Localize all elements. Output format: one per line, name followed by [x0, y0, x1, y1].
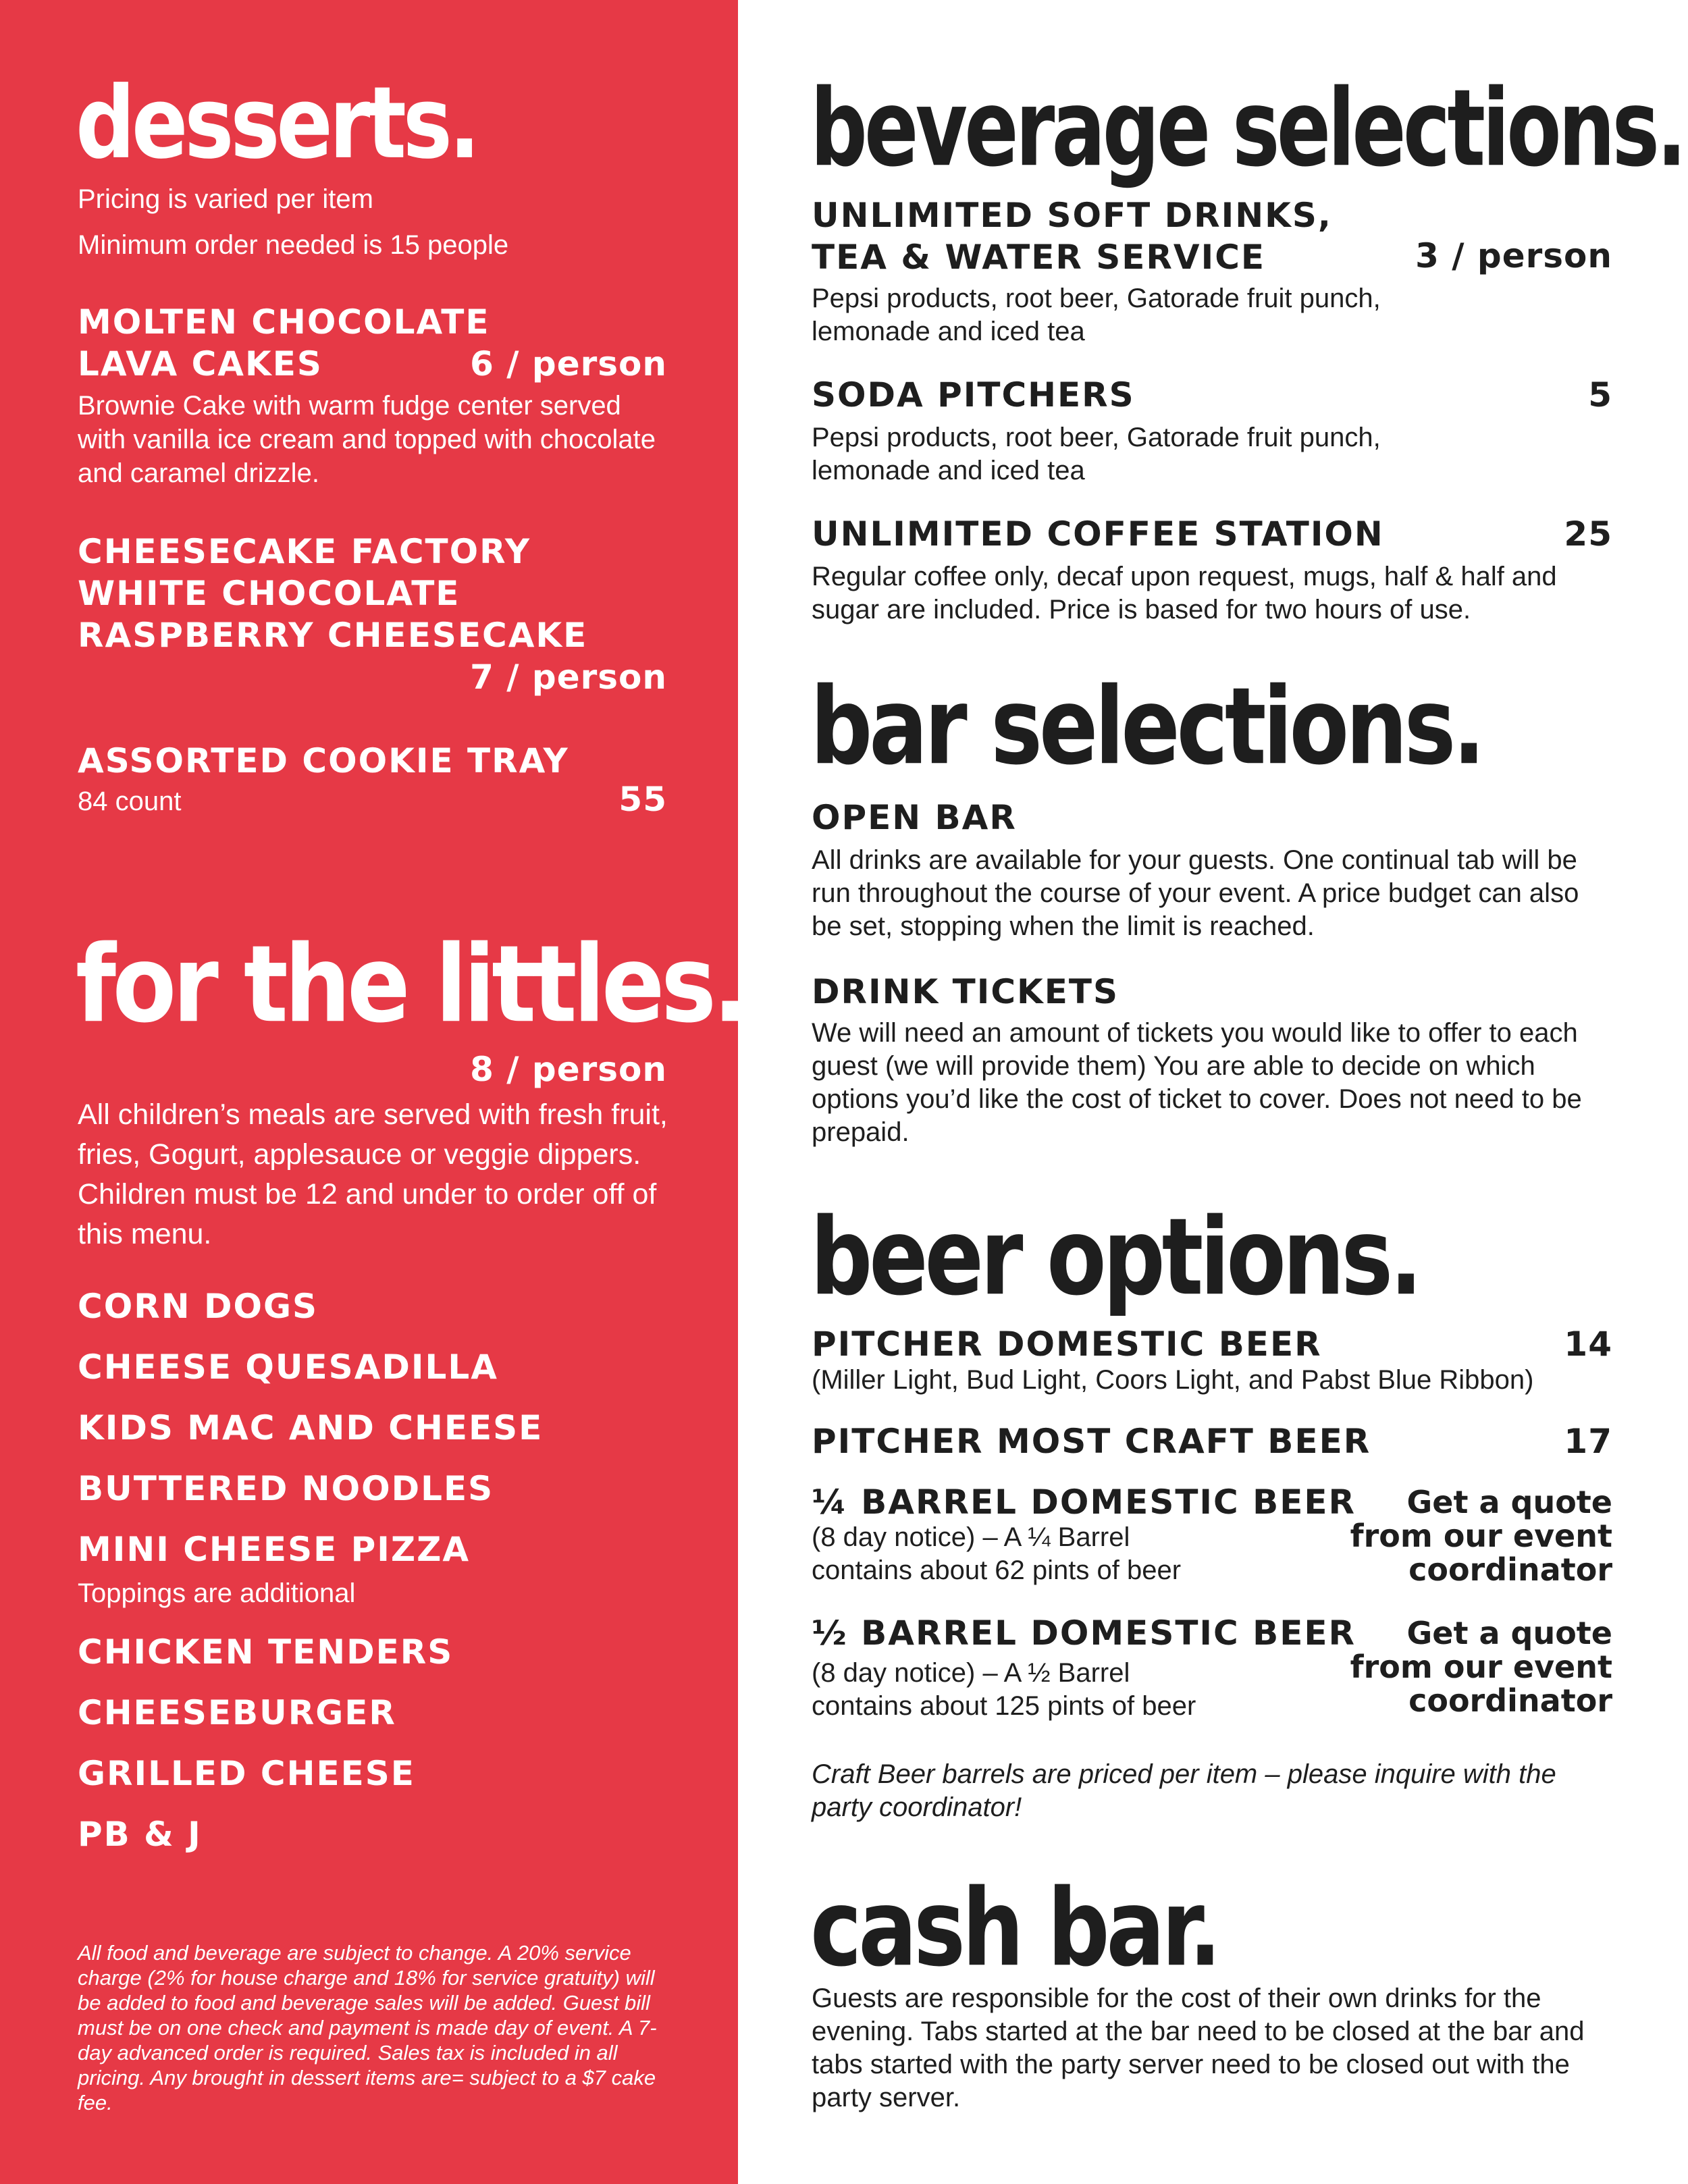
kids-item: PB & J	[78, 1815, 202, 1854]
beverages-title: beverage selections.	[810, 67, 1684, 191]
beer-title: beer options.	[810, 1196, 1419, 1320]
beverage-item-price: 5	[1588, 375, 1612, 415]
beverage-item-name: UNLIMITED SOFT DRINKS, TEA & WATER SERVICE	[812, 196, 1332, 277]
desserts-note-minimum: Minimum order needed is 15 people	[78, 230, 509, 260]
cash-bar-title: cash bar.	[810, 1867, 1219, 1991]
dessert-item-price: 6 / person	[470, 344, 667, 383]
bar-item-description: We will need an amount of tickets you would like to offer to each guest (we will provide them) You are able to decide on which options you’d like the cost of ticket to cover. Does not need to be prepaid.	[812, 1018, 1582, 1147]
bar-title: bar selections.	[810, 665, 1483, 789]
desserts-note-pricing: Pricing is varied per item	[78, 184, 373, 214]
littles-price: 8 / person	[470, 1050, 667, 1089]
littles-description: All children’s meals are served with fresh fruit, fries, Gogurt, applesauce or veggie dippers. Children must be 12 and under to order off of this menu.	[78, 1098, 668, 1250]
beer-item-name: PITCHER MOST CRAFT BEER	[812, 1422, 1371, 1461]
kids-item: MINI CHEESE PIZZA	[78, 1530, 471, 1569]
beer-note: Craft Beer barrels are priced per item – please inquire with the party coordinator!	[812, 1759, 1556, 1822]
beer-item-name: ¼ BARREL DOMESTIC BEER	[812, 1483, 1356, 1522]
dessert-item-name: ASSORTED COOKIE TRAY	[78, 741, 569, 780]
beer-item-quote: Get a quote from our event coordinator	[1350, 1615, 1612, 1719]
footnote: All food and beverage are subject to change. A 20% service charge (2% for house charge and 18% for service gratuity) will be added to food and beverage sales will be added. Guest bill must be on one check and payment is made day of event. A 7-day advanced order is required. Sales tax is included in all pricing. Any brought in dessert items are= subject to a $7 cake fee.	[78, 1941, 657, 2114]
beer-item-price: 17	[1564, 1422, 1612, 1461]
beer-item-name: PITCHER DOMESTIC BEER	[812, 1325, 1322, 1364]
bar-item-name: DRINK TICKETS	[812, 972, 1119, 1011]
beverage-item-description: Pepsi products, root beer, Gatorade fruit punch, lemonade and iced tea	[812, 284, 1381, 346]
bar-item-name: OPEN BAR	[812, 798, 1017, 837]
kids-item: CHEESE QUESADILLA	[78, 1348, 498, 1387]
beverage-item-price: 3 / person	[1415, 236, 1612, 275]
kids-item: BUTTERED NOODLES	[78, 1469, 494, 1508]
beer-item-name: ½ BARREL DOMESTIC BEER	[812, 1614, 1356, 1653]
cash-bar-description: Guests are responsible for the cost of their own drinks for the evening. Tabs started at the bar need to be closed at the bar and tabs started with the party server need to be closed out with the party server.	[812, 1983, 1585, 2112]
littles-title: for the littles.	[76, 923, 745, 1047]
beverage-item-name: SODA PITCHERS	[812, 375, 1135, 415]
beverage-item-description: Regular coffee only, decaf upon request, mugs, half & half and sugar are included. Price is based for two hours of use.	[812, 562, 1557, 624]
dessert-item-name: MOLTEN CHOCOLATE LAVA CAKES	[78, 302, 490, 383]
beer-item-quote: Get a quote from our event coordinator	[1350, 1484, 1612, 1588]
bar-item-description: All drinks are available for your guests. One continual tab will be run throughout the course of your event. A price budget can also be set, stopping when the limit is reached.	[812, 845, 1579, 941]
kids-item: CHICKEN TENDERS	[78, 1632, 454, 1672]
dessert-item-price: 7 / person	[470, 658, 667, 697]
beer-item-description: (8 day notice) – A ¼ Barrel contains about 62 pints of beer	[812, 1522, 1182, 1585]
dessert-item-price: 55	[618, 780, 667, 819]
beverage-item-name: UNLIMITED COFFEE STATION	[812, 514, 1384, 554]
kids-item: KIDS MAC AND CHEESE	[78, 1408, 544, 1447]
desserts-title: desserts.	[76, 65, 477, 182]
beverage-item-price: 25	[1564, 514, 1612, 554]
dessert-item-subtext: 84 count	[78, 787, 182, 816]
kids-item: GRILLED CHEESE	[78, 1754, 415, 1793]
kids-item: CORN DOGS	[78, 1287, 319, 1326]
beer-item-description: (8 day notice) – A ½ Barrel contains about 125 pints of beer	[812, 1658, 1196, 1721]
kids-item: CHEESEBURGER	[78, 1693, 396, 1732]
beer-item-price: 14	[1564, 1325, 1612, 1364]
kids-pizza-note: Toppings are additional	[78, 1578, 356, 1608]
dessert-item-description: Brownie Cake with warm fudge center served with vanilla ice cream and topped with chocolate and caramel drizzle.	[78, 391, 656, 488]
beer-item-description: (Miller Light, Bud Light, Coors Light, and Pabst Blue Ribbon)	[812, 1365, 1534, 1395]
dessert-item-name: CHEESECAKE FACTORY WHITE CHOCOLATE RASPBERRY CHEESECAKE	[78, 532, 588, 655]
beverage-item-description: Pepsi products, root beer, Gatorade fruit punch, lemonade and iced tea	[812, 423, 1381, 485]
